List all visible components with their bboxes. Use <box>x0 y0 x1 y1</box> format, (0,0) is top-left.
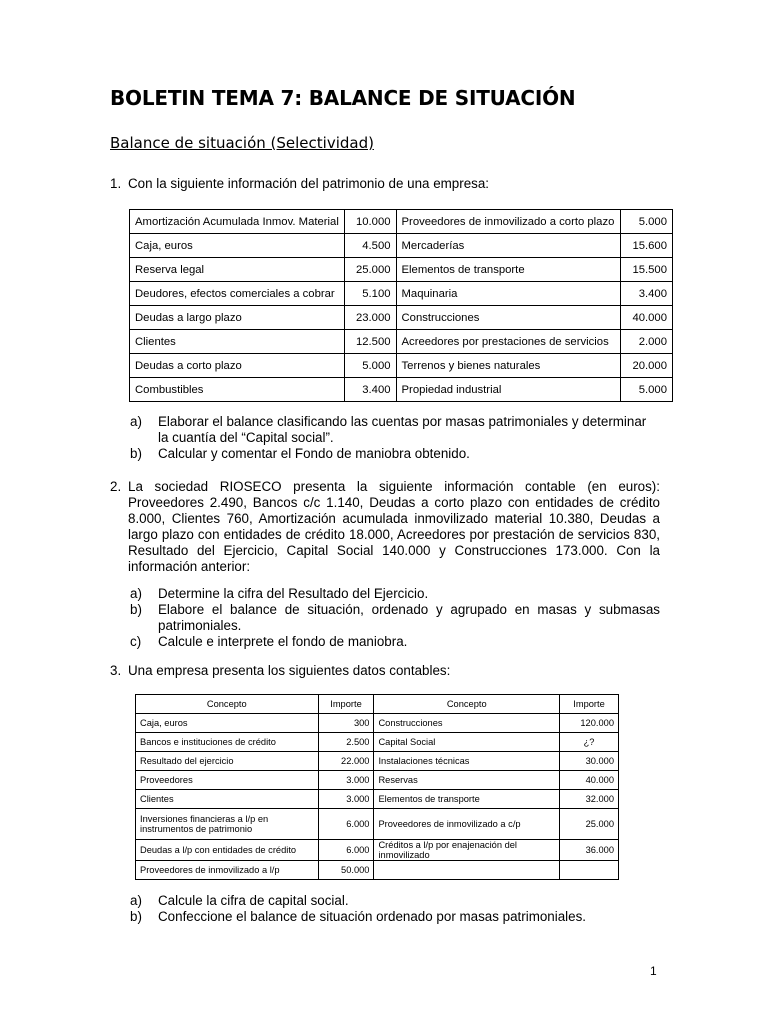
table-cell-amount: 22.000 <box>318 752 374 771</box>
question-2-number: 2. <box>110 479 122 494</box>
table-cell-concept: Créditos a l/p por enajenación del inmovilizado <box>374 840 560 861</box>
table-cell-amount: 3.000 <box>318 771 374 790</box>
table-cell-amount: 5.000 <box>621 378 673 402</box>
table-cell-concept: Reserva legal <box>130 258 345 282</box>
table-header-row <box>136 695 619 714</box>
question-2-item-b <box>110 602 660 634</box>
table-cell-amount: 5.000 <box>621 210 673 234</box>
table-row <box>130 330 673 354</box>
table-cell-concept: Terrenos y bienes naturales <box>396 354 621 378</box>
item-text: Calcule la cifra de capital social. <box>158 893 349 908</box>
table-row <box>136 790 619 809</box>
table-row <box>136 733 619 752</box>
table-cell-amount: 36.000 <box>560 840 619 861</box>
table-row <box>130 306 673 330</box>
table-cell-concept: Deudas a largo plazo <box>130 306 345 330</box>
table-cell-concept: Deudas a corto plazo <box>130 354 345 378</box>
table-cell-concept <box>374 861 560 880</box>
table-cell-amount: 3.400 <box>621 282 673 306</box>
table-row <box>136 752 619 771</box>
item-label: a) <box>130 586 142 601</box>
table-row <box>136 771 619 790</box>
table-cell-concept: Construcciones <box>374 714 560 733</box>
table-cell-amount: 2.500 <box>318 733 374 752</box>
table-row <box>130 234 673 258</box>
item-text: Calcular y comentar el Fondo de maniobra obtenido. <box>158 446 470 461</box>
item-label: c) <box>130 634 142 649</box>
table-cell-concept: Inversiones financieras a l/p en instrumentos de patrimonio <box>136 809 319 840</box>
question-3-intro <box>110 663 660 679</box>
page-number: 1 <box>650 964 657 978</box>
table-cell-amount: 30.000 <box>560 752 619 771</box>
table-cell-concept: Clientes <box>136 790 319 809</box>
table-cell-amount: 20.000 <box>621 354 673 378</box>
table-cell-amount: 25.000 <box>560 809 619 840</box>
question-2-item-c <box>110 634 660 650</box>
table-cell-amount: 3.000 <box>318 790 374 809</box>
table-cell-amount: 12.500 <box>344 330 396 354</box>
table-cell-concept: Acreedores por prestaciones de servicios <box>396 330 621 354</box>
item-label: a) <box>130 414 142 429</box>
item-text: Elabore el balance de situación, ordenado y agrupado en masas y submasas patrimoniales. <box>158 602 660 633</box>
table-cell-amount: 6.000 <box>318 809 374 840</box>
table-cell-concept: Reservas <box>374 771 560 790</box>
table-cell-amount: 2.000 <box>621 330 673 354</box>
table-cell-concept: Elementos de transporte <box>396 258 621 282</box>
table-cell-concept: Resultado del ejercicio <box>136 752 319 771</box>
table-cell-concept: Maquinaria <box>396 282 621 306</box>
table-cell-amount: 6.000 <box>318 840 374 861</box>
table-row <box>130 378 673 402</box>
question-1-intro-text: Con la siguiente información del patrimonio de una empresa: <box>128 176 490 191</box>
table-cell-amount: 5.000 <box>344 354 396 378</box>
table-cell-concept: Amortización Acumulada Inmov. Material <box>130 210 345 234</box>
table-cell-amount: 300 <box>318 714 374 733</box>
table-cell-concept: Caja, euros <box>136 714 319 733</box>
item-label: a) <box>130 893 142 908</box>
question-3-intro-text: Una empresa presenta los siguientes datos contables: <box>128 663 451 678</box>
question-3-item-b <box>110 909 660 925</box>
item-text: Elaborar el balance clasificando las cuentas por masas patrimoniales y determinar la cuantía del “Capital social”. <box>158 414 647 445</box>
question-3-table <box>135 694 619 880</box>
table-cell-amount: 40.000 <box>621 306 673 330</box>
header-importe-2: Importe <box>560 695 619 714</box>
table-cell-concept: Capital Social <box>374 733 560 752</box>
header-concepto-2: Concepto <box>374 695 560 714</box>
question-3-item-a <box>110 893 660 909</box>
table-cell-concept: Caja, euros <box>130 234 345 258</box>
table-cell-concept: Combustibles <box>130 378 345 402</box>
table-cell-concept: Proveedores de inmovilizado a l/p <box>136 861 319 880</box>
table-row <box>136 809 619 840</box>
table-cell-amount: 10.000 <box>344 210 396 234</box>
table-cell-amount: 4.500 <box>344 234 396 258</box>
item-text: Confeccione el balance de situación ordenado por masas patrimoniales. <box>158 909 587 924</box>
table-row <box>130 210 673 234</box>
table-row <box>136 840 619 861</box>
item-label: b) <box>130 602 142 617</box>
table-cell-amount: 15.500 <box>621 258 673 282</box>
table-cell-amount: 23.000 <box>344 306 396 330</box>
table-row <box>130 282 673 306</box>
question-3-number: 3. <box>110 663 122 678</box>
table-cell-amount: 50.000 <box>318 861 374 880</box>
item-text: Determine la cifra del Resultado del Ejercicio. <box>158 586 429 601</box>
table-cell-concept: Proveedores de inmovilizado a c/p <box>374 809 560 840</box>
table-row <box>130 258 673 282</box>
table-cell-amount: 25.000 <box>344 258 396 282</box>
table-cell-amount: 5.100 <box>344 282 396 306</box>
question-2-subitems <box>110 586 660 650</box>
table-cell-amount: ¿? <box>560 733 619 752</box>
table-cell-amount: 40.000 <box>560 771 619 790</box>
table-cell-amount: 15.600 <box>621 234 673 258</box>
item-label: b) <box>130 909 142 924</box>
table-cell-concept: Instalaciones técnicas <box>374 752 560 771</box>
section-subtitle: Balance de situación (Selectividad) <box>110 134 374 152</box>
document-title: BOLETIN TEMA 7: BALANCE DE SITUACIÓN <box>110 86 576 110</box>
question-2 <box>110 479 660 575</box>
table-cell-concept: Bancos e instituciones de crédito <box>136 733 319 752</box>
table-cell-amount: 32.000 <box>560 790 619 809</box>
table-cell-concept: Construcciones <box>396 306 621 330</box>
item-text: Calcule e interprete el fondo de maniobra. <box>158 634 408 649</box>
header-importe-1: Importe <box>318 695 374 714</box>
table-cell-concept: Proveedores <box>136 771 319 790</box>
question-3-subitems <box>110 893 660 925</box>
question-2-text: La sociedad RIOSECO presenta la siguiente información contable (en euros): Proveedores 2.490, Bancos c/c 1.140, Deudas a corto plazo con entidades de crédito 8.000, Clientes 760, Amortización acumulada inmovilizado material 10.380, Deudas a largo plazo con entidades de crédito 18.000, Acreedores por prestación de servicios 830, Resultado del Ejercicio, Capital Social 140.000 y Construcciones 173.000. Con la información anterior: <box>128 479 660 574</box>
table-cell-amount <box>560 861 619 880</box>
question-1-item-a <box>110 414 660 446</box>
question-1-item-b <box>110 446 660 462</box>
question-1-table <box>129 209 673 402</box>
question-1-intro <box>110 176 660 192</box>
table-cell-amount: 3.400 <box>344 378 396 402</box>
table-row <box>136 714 619 733</box>
table-cell-concept: Clientes <box>130 330 345 354</box>
question-1-number: 1. <box>110 176 122 191</box>
question-1-subitems <box>110 414 660 462</box>
item-label: b) <box>130 446 142 461</box>
table-cell-amount: 120.000 <box>560 714 619 733</box>
table-row <box>130 354 673 378</box>
table-cell-concept: Elementos de transporte <box>374 790 560 809</box>
table-cell-concept: Propiedad industrial <box>396 378 621 402</box>
table-row <box>136 861 619 880</box>
question-2-item-a <box>110 586 660 602</box>
table-cell-concept: Proveedores de inmovilizado a corto plazo <box>396 210 621 234</box>
table-cell-concept: Mercaderías <box>396 234 621 258</box>
table-cell-concept: Deudas a l/p con entidades de crédito <box>136 840 319 861</box>
header-concepto-1: Concepto <box>136 695 319 714</box>
table-cell-concept: Deudores, efectos comerciales a cobrar <box>130 282 345 306</box>
